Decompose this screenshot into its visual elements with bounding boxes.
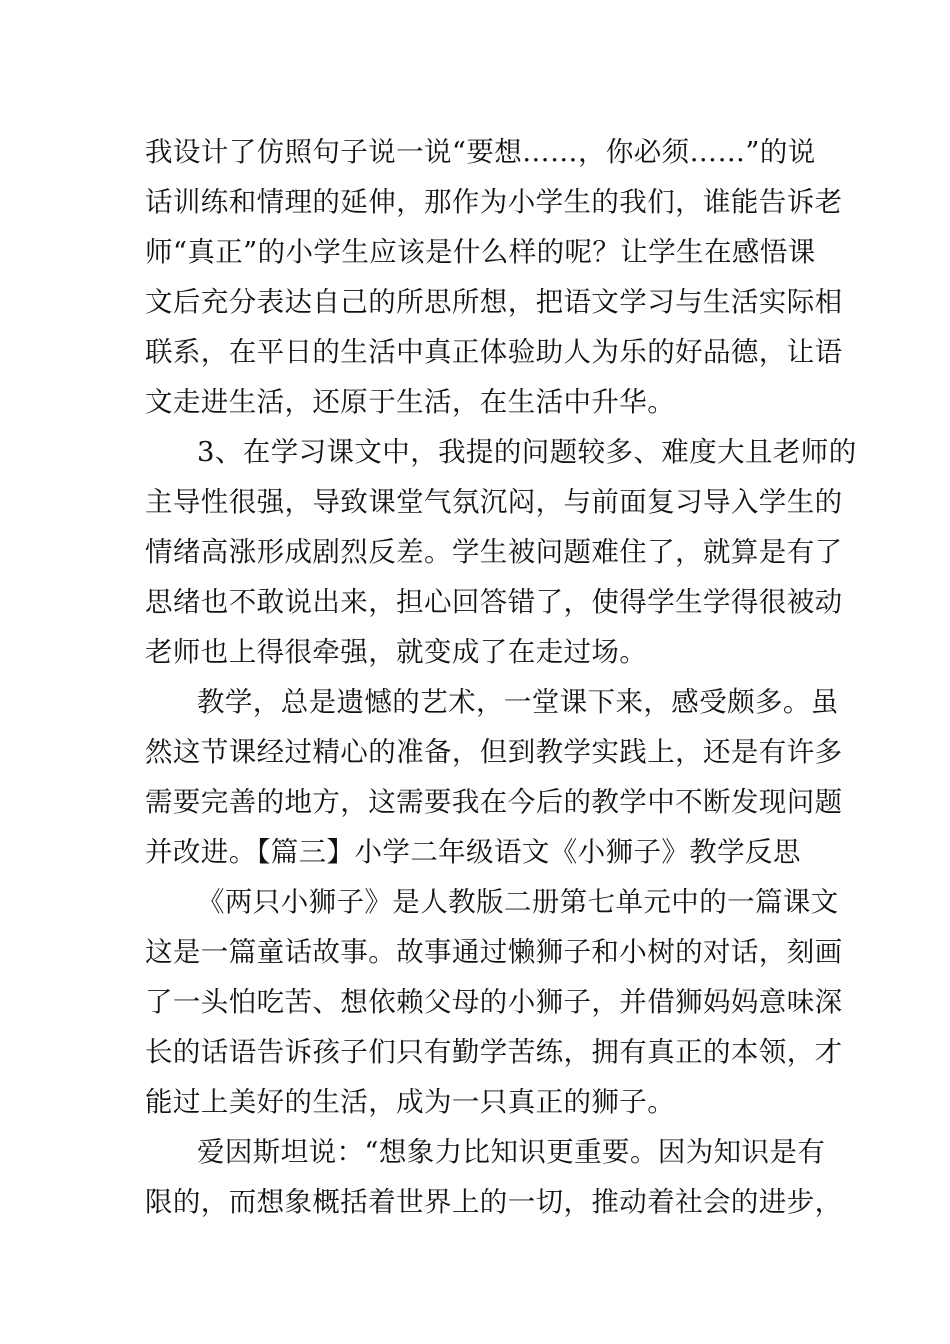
text-line: 长的话语告诉孩子们只有勤学苦练，拥有真正的本领，才 bbox=[145, 1036, 843, 1068]
text-line: 主导性很强，导致课堂气氛沉闷，与前面复习导入学生的 bbox=[145, 486, 843, 518]
text-line: 话训练和情理的延伸，那作为小学生的我们，谁能告诉老 bbox=[145, 186, 843, 218]
text-line: 老师也上得很牵强，就变成了在走过场。 bbox=[145, 636, 648, 668]
text-line: 并改进。【篇三】小学二年级语文《小狮子》教学反思 bbox=[145, 836, 801, 868]
text-line: 思绪也不敢说出来，担心回答错了，使得学生学得很被动 bbox=[145, 586, 843, 618]
text-line: 情绪高涨形成剧烈反差。学生被问题难住了，就算是有了 bbox=[145, 536, 843, 568]
text-line: 需要完善的地方，这需要我在今后的教学中不断发现问题 bbox=[145, 786, 843, 818]
text-line: 《两只小狮子》是人教版二册第七单元中的一篇课文 bbox=[197, 886, 839, 918]
text-line: 我设计了仿照句子说一说“要想……，你必须……”的说 bbox=[145, 136, 816, 168]
text-line: 爱因斯坦说：“想象力比知识更重要。因为知识是有 bbox=[197, 1136, 826, 1168]
text-line: 师“真正”的小学生应该是什么样的呢？让学生在感悟课 bbox=[145, 236, 816, 268]
text-line: 文后充分表达自己的所思所想，把语文学习与生活实际相 bbox=[145, 286, 843, 318]
text-line: 教学，总是遗憾的艺术，一堂课下来，感受颇多。虽 bbox=[197, 686, 839, 718]
text-line: 3、在学习课文中，我提的问题较多、难度大且老师的 bbox=[197, 436, 857, 468]
text-line: 这是一篇童话故事。故事通过懒狮子和小树的对话，刻画 bbox=[145, 936, 843, 968]
text-line: 然这节课经过精心的准备，但到教学实践上，还是有许多 bbox=[145, 736, 843, 768]
text-line: 文走进生活，还原于生活，在生活中升华。 bbox=[145, 386, 676, 418]
text-line: 联系，在平日的生活中真正体验助人为乐的好品德，让语 bbox=[145, 336, 843, 368]
text-line: 能过上美好的生活，成为一只真正的狮子。 bbox=[145, 1086, 676, 1118]
text-line: 了一头怕吃苦、想依赖父母的小狮子，并借狮妈妈意味深 bbox=[145, 986, 843, 1018]
text-line: 限的，而想象概括着世界上的一切，推动着社会的进步， bbox=[145, 1186, 843, 1218]
